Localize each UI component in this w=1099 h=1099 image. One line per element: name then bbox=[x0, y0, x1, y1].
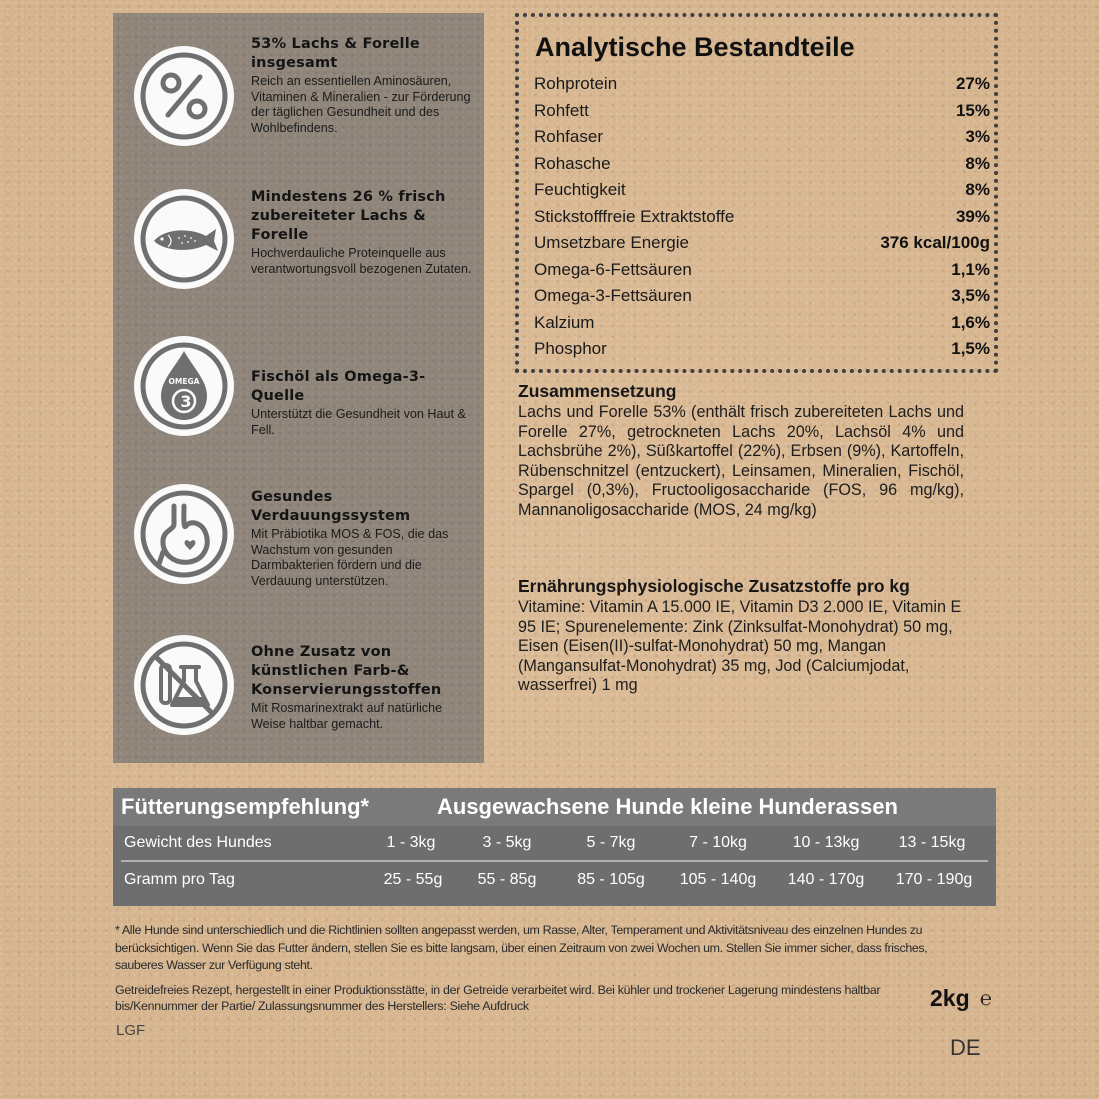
table-cell: 140 - 170g bbox=[787, 871, 865, 888]
analytic-label: Kalzium bbox=[534, 312, 595, 332]
feature-panel bbox=[113, 13, 484, 763]
no-additives-icon bbox=[134, 635, 234, 735]
analytic-label: Rohfett bbox=[534, 100, 589, 120]
analytic-row bbox=[534, 127, 990, 153]
analytic-label: Rohprotein bbox=[534, 74, 618, 93]
analytic-value: 8% bbox=[965, 180, 990, 199]
feature-description: Reich an essentiellen Aminosäuren, Vitaminen & Mineralien - zur Förderung der täglichen Gesundheit und des Wohlbefindens. bbox=[251, 74, 471, 135]
composition-title: Zusammensetzung bbox=[518, 381, 677, 401]
omega-drop-icon bbox=[134, 336, 234, 436]
table-cell: 10 - 13kg bbox=[792, 834, 860, 851]
feature-description: Mit Rosmarinextrakt auf natürliche Weise haltbar gemacht. bbox=[251, 701, 443, 731]
table-cell: 13 - 15kg bbox=[898, 834, 966, 851]
table-cell: 5 - 7kg bbox=[586, 834, 636, 851]
table-cell: 55 - 85g bbox=[477, 871, 537, 888]
analytic-row bbox=[534, 233, 990, 259]
feature-description: Mit Präbiotika MOS & FOS, die das Wachstum von gesunden Darmbakterien fördern und die Verdauung unterstützen. bbox=[251, 527, 449, 588]
analytic-row bbox=[534, 286, 990, 312]
weight-row-label: Gewicht des Hundes bbox=[124, 834, 272, 851]
analytic-row bbox=[534, 154, 990, 180]
feeding-header bbox=[113, 788, 996, 826]
analytic-title: Analytische Bestandteile bbox=[535, 32, 855, 62]
feature-description: Hochverdauliche Proteinquelle aus verantwortungsvoll bezogenen Zutaten. bbox=[251, 246, 472, 276]
analytic-row bbox=[534, 339, 990, 365]
analytic-label: Feuchtigkeit bbox=[534, 180, 626, 199]
feature-title: Gesundes Verdauungssystem bbox=[251, 489, 411, 524]
table-divider bbox=[121, 860, 988, 862]
analytic-label: Omega-3-Fettsäuren bbox=[534, 286, 692, 305]
footnote: * Alle Hunde sind unterschiedlich und die Richtlinien sollten angepasst werden, um Rasse, Alter, Temperament und Aktivitätsniveau des einzelnen Hundes zu berücksichtigen. Wenn Sie das Futter ändern, stellen Sie es bitte langsam, über einen Zeitraum von zwei Wochen um. Stellen Sie immer sicher, dass frisches, sauberes Wasser zur Verfügung steht. bbox=[115, 923, 928, 972]
analytic-label: Stickstofffreie Extraktstoffe bbox=[534, 206, 735, 226]
omega-icon-text: OMEGA bbox=[168, 377, 200, 386]
analytic-value: 1,6% bbox=[951, 312, 990, 332]
feature-title: Ohne Zusatz von künstlichen Farb-& Konservierungsstoffen bbox=[251, 644, 442, 698]
analytic-value: 1,1% bbox=[951, 259, 990, 279]
table-row-grams bbox=[113, 863, 996, 899]
feeding-subtitle: Ausgewachsene Hunde kleine Hunderassen bbox=[437, 794, 898, 819]
table-cell: 85 - 105g bbox=[577, 871, 645, 888]
lot-code: LGF bbox=[116, 1022, 146, 1039]
table-cell: 105 - 140g bbox=[679, 871, 757, 888]
feature-item bbox=[113, 326, 484, 476]
analytic-label: Phosphor bbox=[534, 339, 607, 358]
table-cell: 25 - 55g bbox=[383, 871, 443, 888]
feature-title: 53% Lachs & Forelle insgesamt bbox=[251, 36, 420, 71]
additives-text: Vitamine: Vitamin A 15.000 IE, Vitamin D3 2.000 IE, Vitamin E 95 IE; Spurenelemente: Zink (Zinksulfat-Monohydrat) 50 mg, Eisen (Eisen(II)-sulfat-Monohydrat) 50 mg, Mangan (Mangansulfat-Monohydrat) 35 mg, Jod (Calciumjodat, wasserfrei) 1 mg bbox=[518, 598, 962, 695]
feeding-title: Fütterungsempfehlung* bbox=[121, 794, 370, 819]
analytic-value: 8% bbox=[965, 153, 990, 173]
language-code: DE bbox=[950, 1035, 981, 1060]
analytic-value: 376 kcal/100g bbox=[880, 233, 990, 252]
analytic-row bbox=[534, 180, 990, 206]
analytic-label: Rohfaser bbox=[534, 127, 603, 146]
additives-title: Ernährungsphysiologische Zusatzstoffe pro kg bbox=[518, 576, 910, 596]
grams-row-label: Gramm pro Tag bbox=[124, 871, 235, 888]
feeding-table bbox=[113, 788, 996, 906]
analytic-value: 39% bbox=[955, 206, 990, 226]
analytic-value: 15% bbox=[955, 100, 990, 120]
analytic-row bbox=[534, 207, 990, 233]
recipe-note: Getreidefreies Rezept, hergestellt in einer Produktionsstätte, in der Getreide verarbeitet wird. Bei kühler und trockener Lagerung mindestens haltbar bis/Kennummer der Partie/ Zulassungsnummer des Herstellers: Siehe Aufdruck bbox=[115, 983, 881, 1013]
analytic-label: Omega-6-Fettsäuren bbox=[534, 259, 692, 279]
table-cell: 170 - 190g bbox=[895, 871, 973, 888]
feature-title: Fischöl als Omega-3-Quelle bbox=[251, 369, 426, 404]
composition-text: Lachs und Forelle 53% (enthält frisch zubereiteten Lachs und Forelle 27%, getrockneten Lachs 20%, Lachsöl 4% und Lachsbrühe 2%), Süßkartoffel (22%), Erbsen (9%), Kartoffeln, Rübenschnitzel (entzuckert), Leinsamen, Mineralien, Fischöl, Spargel (0,3%), Fructooligosaccharide (FOS, 96 mg/kg), Mannanoligosaccharide (MOS, 24 mg/kg) bbox=[518, 403, 964, 519]
analytic-constituents-box bbox=[515, 13, 998, 373]
analytic-value: 1,5% bbox=[951, 339, 990, 358]
feature-item bbox=[113, 176, 484, 326]
feature-description: Unterstützt die Gesundheit von Haut & Fell. bbox=[251, 407, 466, 437]
analytic-value: 27% bbox=[955, 74, 990, 93]
omega-icon-number: 3 bbox=[180, 392, 192, 411]
feature-title: Mindestens 26 % frisch zubereiteter Lachs & Forelle bbox=[251, 189, 446, 243]
table-cell: 7 - 10kg bbox=[689, 834, 747, 851]
analytic-label: Umsetzbare Energie bbox=[534, 233, 689, 252]
feature-item bbox=[113, 23, 484, 173]
table-row-weight bbox=[113, 826, 996, 862]
table-cell: 3 - 5kg bbox=[482, 834, 532, 851]
analytic-value: 3,5% bbox=[951, 286, 990, 305]
analytic-row bbox=[534, 313, 990, 339]
analytic-row bbox=[534, 101, 990, 127]
net-weight: 2kg bbox=[930, 985, 970, 1011]
stomach-icon bbox=[134, 484, 234, 584]
table-cell: 1 - 3kg bbox=[386, 834, 436, 851]
feature-item bbox=[113, 625, 484, 775]
percent-icon bbox=[134, 46, 234, 146]
analytic-label: Rohasche bbox=[534, 153, 611, 173]
feature-item bbox=[113, 476, 484, 626]
fish-icon bbox=[134, 189, 234, 289]
analytic-row bbox=[534, 74, 990, 100]
analytic-value: 3% bbox=[965, 127, 990, 146]
analytic-row bbox=[534, 260, 990, 286]
estimated-sign-icon: ℮ bbox=[980, 988, 993, 1010]
